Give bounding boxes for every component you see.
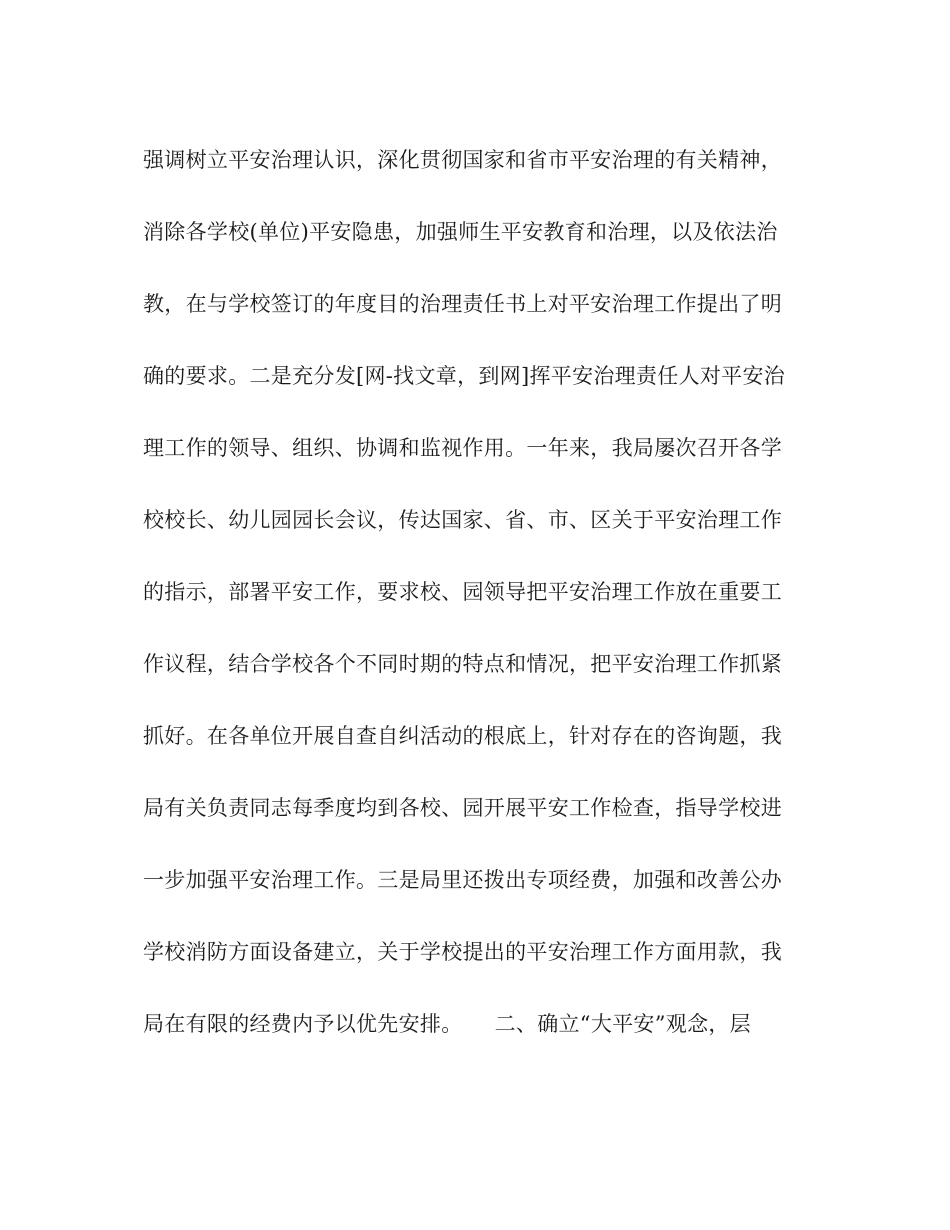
text-line: 的指示，部署平安工作，要求校、园领导把平安治理工作放在重要工 (143, 580, 782, 604)
text-line: 理工作的领导、组织、协调和监视作用。一年来，我局屡次召开各学 (143, 436, 782, 460)
body-text (143, 140, 823, 1076)
text-line: 作议程，结合学校各个不同时期的特点和情况，把平安治理工作抓紧 (143, 652, 782, 676)
text-line: 学校消防方面设备建立，关于学校提出的平安治理工作方面用款，我 (143, 940, 782, 964)
text-line: 强调树立平安治理认识，深化贯彻国家和省市平安治理的有关精神， (143, 148, 782, 172)
text-line: 校校长、幼儿园园长会议，传达国家、省、市、区关于平安治理工作 (143, 508, 782, 532)
text-line: 确的要求。二是充分发[网-找文章，到网]挥平安治理责任人对平安治 (143, 364, 786, 388)
text-line: 局在有限的经费内予以优先安排。 二、确立“大平安”观念，层 (143, 1012, 751, 1036)
text-line: 教，在与学校签订的年度目的治理责任书上对平安治理工作提出了明 (143, 292, 782, 316)
text-line: 局有关负责同志每季度均到各校、园开展平安工作检查，指导学校进 (143, 796, 782, 820)
text-line: 一步加强平安治理工作。三是局里还拨出专项经费，加强和改善公办 (143, 868, 782, 892)
text-line: 消除各学校(单位)平安隐患，加强师生平安教育和治理，以及依法治 (143, 220, 778, 244)
text-line: 抓好。在各单位开展自查自纠活动的根底上，针对存在的咨询题，我 (143, 724, 782, 748)
